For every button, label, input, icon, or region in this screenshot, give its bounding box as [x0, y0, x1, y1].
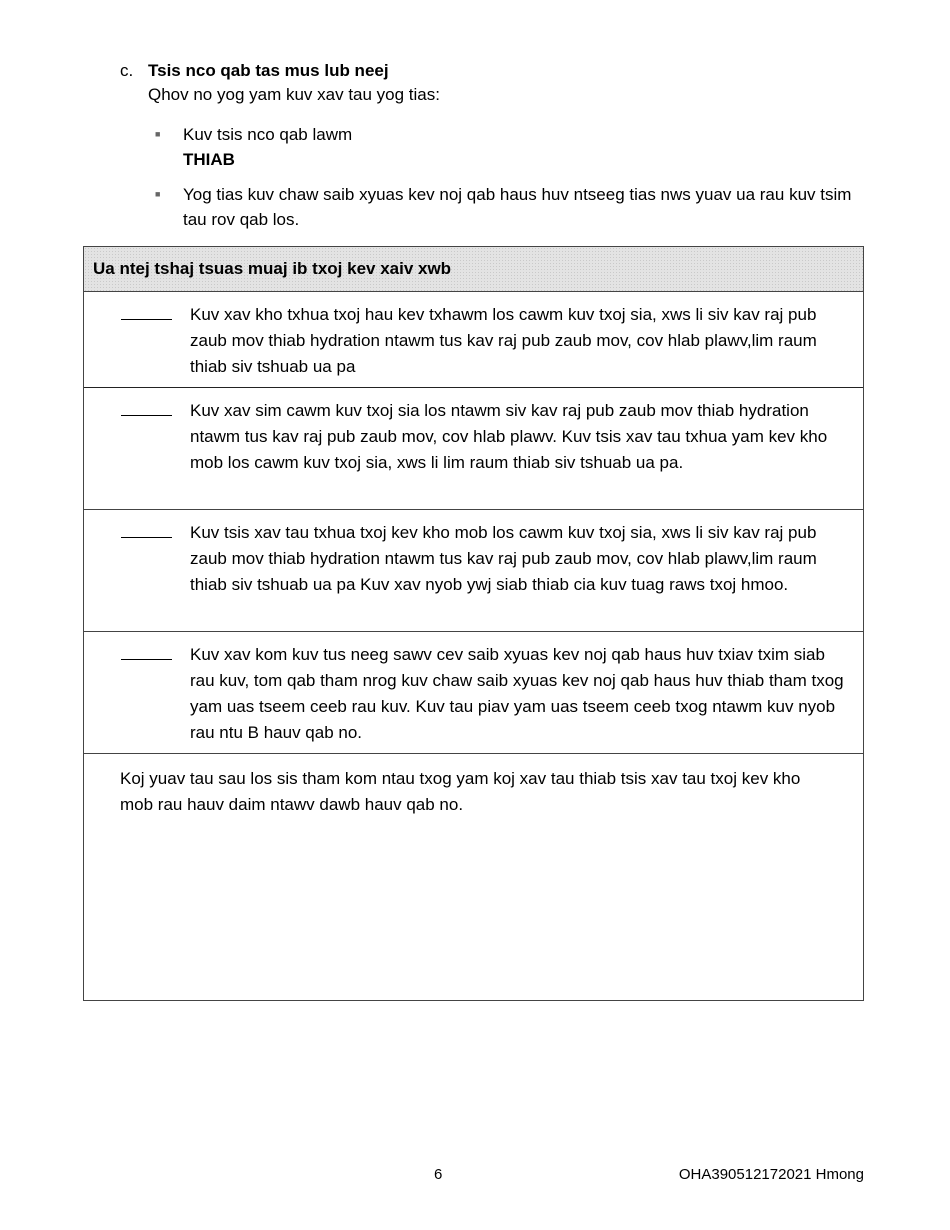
instruction-note: Koj yuav tau sau los sis tham kom ntau txog yam koj xav tau thiab tsis xav tau txoj kev kho mob rau hauv daim ntawv dawb hauv qab no.: [120, 769, 801, 814]
section-heading: [120, 60, 860, 82]
initial-blank[interactable]: [121, 319, 172, 320]
document-code: OHA390512172021 Hmong: [678, 1166, 864, 1183]
option-row: [84, 510, 863, 632]
square-bullet-icon: ■: [155, 129, 161, 139]
list-item: [155, 182, 860, 232]
free-text-area[interactable]: [84, 754, 863, 818]
option-text: Kuv tsis xav tau txhua txoj kev kho mob los cawm kuv txoj sia, xws li siv kav raj pub zaub mov thiab hydration ntawm tus kav raj pub zaub mov, cov hlab plawv,lim raum thiab siv tshuab ua pa Kuv xav nyob ywj siab thiab cia kuv tuag raws txoj hmoo.: [190, 523, 817, 594]
initial-blank[interactable]: [121, 659, 172, 660]
option-text: Kuv xav sim cawm kuv txoj sia los ntawm siv kav raj pub zaub mov thiab hydration ntawm tus kav raj pub zaub mov, cov hlab plawv. Kuv tsis xav tau txhua yam kev kho mob los cawm kuv txoj sia, xws li lim raum thiab siv tshuab ua pa.: [190, 401, 828, 472]
choice-form: [83, 246, 864, 1001]
initial-blank[interactable]: [121, 415, 172, 416]
square-bullet-icon: ■: [155, 189, 161, 199]
initial-blank[interactable]: [121, 537, 172, 538]
option-row: [84, 632, 863, 754]
option-row: [84, 292, 863, 388]
list-item: [155, 122, 860, 172]
bullet-list: [155, 122, 860, 232]
bullet-conjunction: THIAB: [183, 150, 235, 169]
bullet-text: Kuv tsis nco qab lawm: [183, 125, 353, 144]
section-intro: Qhov no yog yam kuv xav tau yog tias:: [148, 85, 440, 104]
option-row: [84, 388, 863, 510]
form-header: Ua ntej tshaj tsuas muaj ib txoj kev xaiv xwb: [84, 247, 863, 292]
option-text: Kuv xav kho txhua txoj hau kev txhawm los cawm kuv txoj sia, xws li siv kav raj pub zaub mov thiab hydration ntawm tus kav raj pub zaub mov, cov hlab plawv,lim raum thiab siv tshuab ua pa: [190, 305, 817, 376]
section-letter: c.: [120, 61, 134, 80]
bullet-text: Yog tias kuv chaw saib xyuas kev noj qab haus huv ntseeg tias nws yuav ua rau kuv tsim tau rov qab los.: [183, 185, 852, 229]
section-c: [120, 60, 860, 242]
page-number: 6: [434, 1166, 443, 1183]
option-text: Kuv xav kom kuv tus neeg sawv cev saib xyuas kev noj qab haus huv txiav txim siab rau kuv, tom qab tham nrog kuv chaw saib xyuas kev noj qab haus huv thiab tham txog yam uas tseem ceeb rau kuv. Kuv tau piav yam uas tseem ceeb txog ntawm kuv nyob rau ntu B hauv qab no.: [190, 645, 844, 742]
section-title: Tsis nco qab tas mus lub neej: [148, 61, 389, 80]
